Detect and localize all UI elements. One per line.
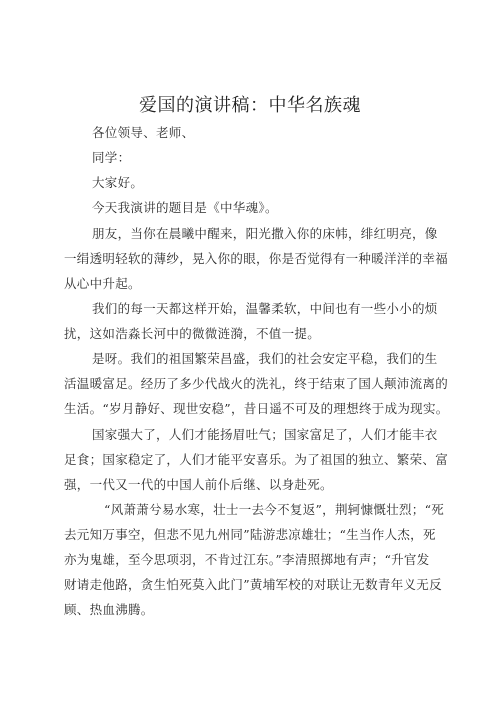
salutation: 大家好。 (92, 175, 144, 190)
paragraph-line: 是呀。我们的祖国繁荣昌盛，我们的社会安定平稳，我们的生 (92, 351, 438, 366)
paragraph-line: 足食；国家稳定了，人们才能平安喜乐。为了祖国的独立、繁荣、富 (64, 452, 449, 467)
paragraph-line: 朋友，当你在晨曦中醒来，阳光撒入你的床帏，绯红明亮，像 (92, 226, 438, 241)
paragraph-line: 我们的每一天都这样开始，温馨柔软，中间也有一些小小的烦 (92, 301, 438, 316)
paragraph-line: 去元知万事空，但悲不见九州同”陆游悲凉雄壮；“生当作人杰，死 (64, 527, 436, 542)
paragraph-line: 强，一代又一代的中国人前仆后继、以身赴死。 (64, 477, 333, 492)
paragraph-line: 财请走他路，贪生怕死莫入此门”黄埔军校的对联让无数青年义无反 (64, 577, 442, 592)
paragraph-line: 从心中升起。 (64, 276, 141, 291)
paragraph-line: 国家强大了，人们才能扬眉吐气；国家富足了，人们才能丰衣 (92, 427, 438, 442)
paragraph-line: 今天我演讲的题目是《中华魂》。 (92, 200, 278, 215)
greeting-line: 同学： (92, 150, 131, 165)
paragraph-line: “风萧萧兮易水寒，壮士一去今不复返”，荆轲慷慨壮烈；“死 (104, 502, 445, 517)
paragraph-line: 扰，这如浩淼长河中的微微涟漪，不值一提。 (64, 326, 321, 341)
document-title: 爱国的演讲稿：中华名族魂 (139, 95, 361, 116)
paragraph-line: 一绢透明轻软的薄纱，晃入你的眼，你是否觉得有一种暖洋洋的幸福 (64, 251, 449, 266)
paragraph-line: 顾、热血沸腾。 (64, 602, 154, 617)
paragraph-line: 亦为鬼雄，至今思项羽，不肯过江东。”李清照掷地有声；“升官发 (64, 552, 430, 567)
greeting-line: 各位领导、老师、 (92, 125, 195, 140)
paragraph-line: 活温暖富足。经历了多少代战火的洗礼，终于结束了国人颠沛流离的 (64, 376, 449, 391)
paragraph-line: 生活。“岁月静好、现世安稳”，昔日遥不可及的理想终于成为现实。 (64, 401, 449, 416)
